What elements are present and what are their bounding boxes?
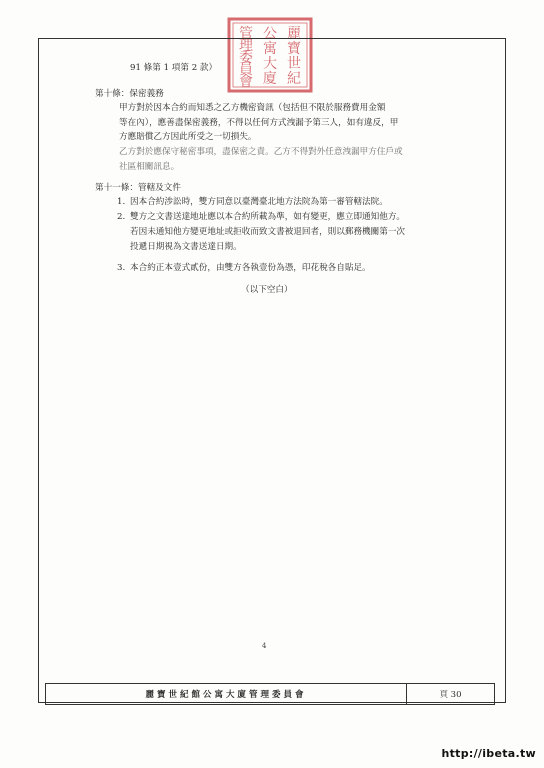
seal-character: 理: [239, 38, 253, 54]
list-item-number: 1.: [117, 197, 126, 207]
section-10-line: 乙方對於應保守秘密事項，盡保密之責。乙方不得對外任意洩漏甲方住戶或: [119, 147, 403, 157]
list-item-text: 因本合約涉訟時，雙方同意以臺灣臺北地方法院為第一審管轄法院。: [130, 197, 388, 207]
previous-clause-ref: 91 條第 1 項第 2 款）: [130, 63, 218, 73]
section-10-line: 甲方對於因本合約而知悉之乙方機密資訊（包括但不限於服務費用金額: [119, 103, 386, 113]
seal-character: 麗: [287, 26, 301, 42]
list-item-number: 3.: [117, 263, 126, 273]
seal-character: 大: [263, 56, 277, 72]
watermark-url: http://ibeta.tw: [441, 747, 536, 760]
list-item-number: 2.: [117, 212, 126, 222]
section-10-line: 社區相關訊息。: [119, 162, 180, 172]
section-10-line: 等在內），應善盡保密義務，不得以任何方式洩漏予第三人，如有違反，甲: [119, 118, 399, 128]
seal-character: 紀: [287, 71, 301, 87]
page-number: 4: [262, 642, 267, 650]
seal-character: 公: [263, 26, 277, 42]
section-11-heading: 第十一條：管轄及文件: [95, 183, 181, 193]
section-10-line: 方應賠償乙方因此所受之一切損失。: [119, 132, 257, 142]
seal-character: 世: [287, 56, 301, 72]
footer-committee-name: 麗寶世紀館公寓大廈管理委員會: [145, 690, 307, 700]
list-item-continuation: 若因未通知他方變更地址或拒收而致文書被退回者，則以郵務機關第一次: [130, 227, 406, 237]
seal-character: 寶: [287, 41, 301, 57]
seal-character: 寓: [263, 41, 277, 57]
section-10-heading: 第十條：保密義務: [95, 89, 164, 99]
seal-character: 會: [239, 74, 253, 90]
seal-character: 委: [239, 50, 253, 66]
list-item-text: 本合約正本壹式貳份，由雙方各執壹份為憑，印花稅各自貼足。: [130, 263, 371, 273]
seal-character: 員: [239, 62, 253, 78]
list-item-text: 雙方之文書送達地址應以本合約所載為準，如有變更，應立即通知他方。: [130, 212, 406, 222]
list-item-continuation: 投遞日期視為文書送達日期。: [130, 242, 242, 252]
footer-bar: [45, 683, 495, 705]
footer-page-label: 頁 30: [406, 684, 494, 704]
page-border: [38, 38, 506, 703]
blank-below-note: （以下空白）: [241, 285, 293, 295]
seal-character: 管: [239, 26, 253, 42]
seal-character: 廈: [263, 71, 277, 87]
